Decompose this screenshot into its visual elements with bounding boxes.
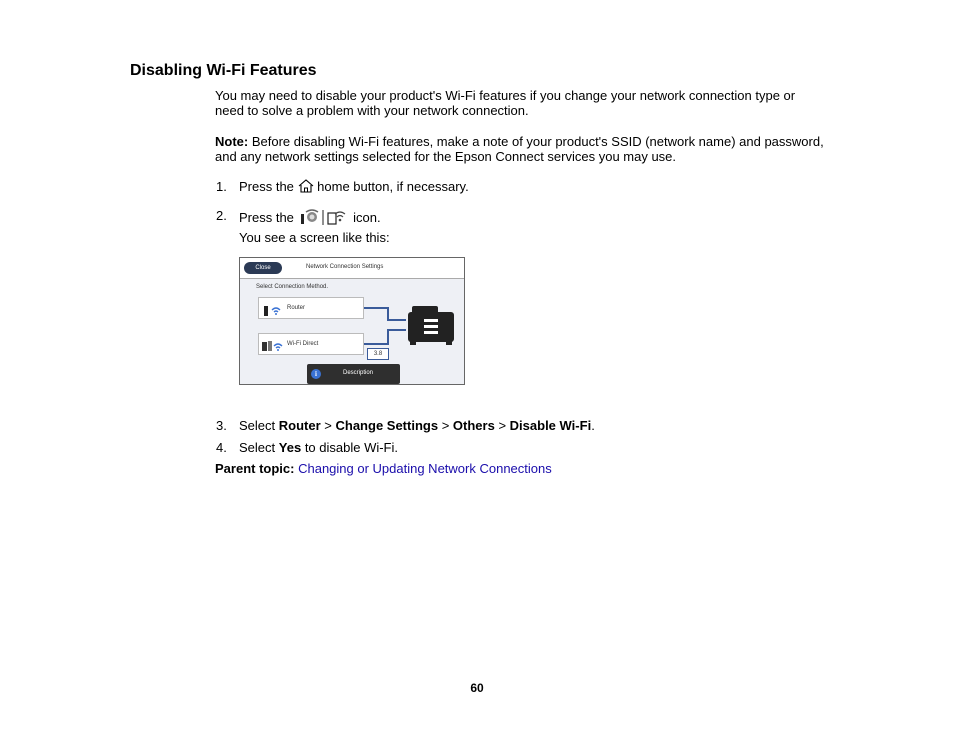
step-number: 4.: [216, 440, 227, 455]
menu-disable-wifi: Disable Wi-Fi: [509, 418, 592, 433]
parent-topic-label: Parent topic:: [215, 461, 295, 476]
info-icon: i: [311, 369, 321, 379]
step-text: [239, 179, 469, 196]
step-prefix: Select: [239, 440, 276, 455]
step-number: 2.: [216, 208, 227, 223]
step-4: [0, 440, 954, 456]
step-2: [0, 207, 954, 225]
note-paragraph: [215, 134, 825, 164]
printer-icon: [408, 306, 454, 346]
page-title: Disabling Wi-Fi Features: [130, 62, 317, 79]
intro-paragraph: You may need to disable your product's Wi-Fi features if you change your network connection type or need to solve a problem with your network connection.: [215, 88, 796, 118]
wifi-direct-icon: [261, 337, 287, 353]
step-number: 3.: [216, 418, 227, 433]
step-1: [0, 179, 954, 195]
menu-router: Router: [278, 418, 321, 433]
network-status-icon: [298, 208, 350, 229]
period: .: [591, 418, 595, 433]
menu-separator: >: [498, 418, 507, 433]
router-label: Router: [287, 305, 306, 311]
screen-title: Network Connection Settings: [306, 264, 384, 270]
step-text-before: Press the: [239, 209, 294, 225]
page-number: 60: [470, 681, 484, 695]
step-suffix: to disable Wi-Fi.: [304, 440, 399, 455]
step-text: [239, 208, 381, 229]
description-label: Description: [343, 370, 374, 376]
step-text-after: icon.: [353, 209, 381, 225]
option-yes: Yes: [278, 440, 302, 455]
step-text: [239, 440, 398, 455]
wifi-direct-count-badge: 3.8: [367, 348, 389, 360]
home-icon: [298, 179, 314, 196]
menu-others: Others: [452, 418, 495, 433]
step-3: [0, 418, 954, 434]
note-label: Note:: [215, 134, 249, 149]
step-number: 1.: [216, 179, 227, 194]
step-text: [239, 418, 595, 433]
menu-separator: >: [441, 418, 450, 433]
router-icon: [263, 301, 285, 317]
parent-topic-link[interactable]: Changing or Updating Network Connections: [298, 461, 552, 476]
screen-subtitle: Select Connection Method.: [256, 284, 329, 290]
network-settings-screenshot: [239, 257, 465, 385]
parent-topic: [215, 461, 552, 476]
step-prefix: Select: [239, 418, 276, 433]
menu-separator: >: [324, 418, 332, 433]
step-text-after: home button, if necessary.: [317, 179, 469, 194]
router-option[interactable]: [258, 297, 364, 319]
wifi-direct-label: Wi-Fi Direct: [287, 341, 319, 347]
menu-change-settings: Change Settings: [335, 418, 439, 433]
description-button[interactable]: [307, 364, 400, 384]
wifi-direct-option[interactable]: [258, 333, 364, 355]
note-text: Before disabling Wi-Fi features, make a note of your product's SSID (network name) and password, and any network settings selected for the Epson Connect services you may use.: [215, 134, 824, 164]
step-text-before: Press the: [239, 179, 294, 194]
close-button[interactable]: Close: [244, 262, 282, 274]
step-2-subtext: You see a screen like this:: [239, 230, 390, 245]
